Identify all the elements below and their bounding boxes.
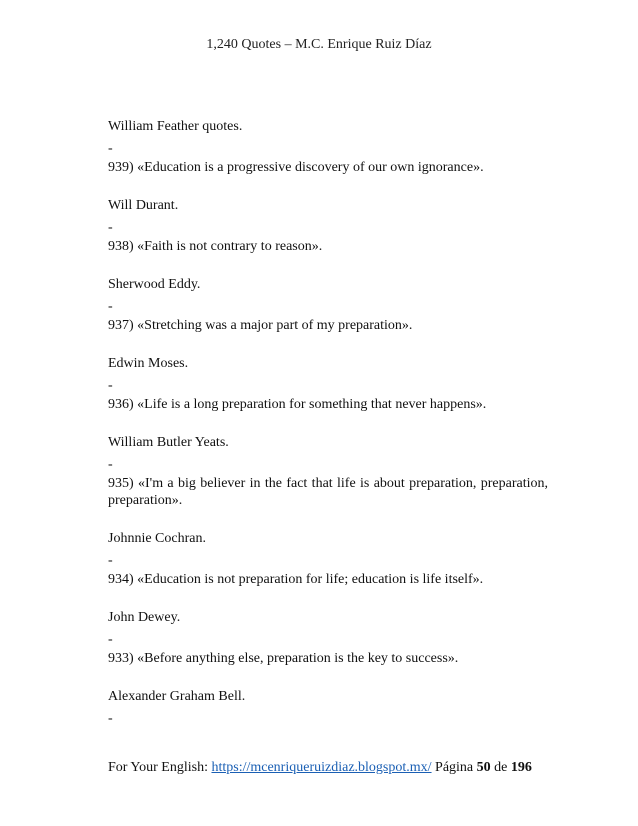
- quote-author: Alexander Graham Bell.: [108, 689, 246, 704]
- separator-dash: -: [108, 553, 113, 568]
- quote-text: 938) «Faith is not contrary to reason».: [108, 239, 323, 254]
- quote-entry: [108, 197, 548, 255]
- quote-entry: [108, 434, 548, 509]
- quote-entry: [108, 530, 548, 588]
- separator-dash: -: [108, 632, 113, 647]
- quote-text: 939) «Education is a progressive discovery of our own ignorance».: [108, 160, 484, 175]
- quote-author: William Feather quotes.: [108, 119, 243, 134]
- quotes-list: [108, 118, 548, 729]
- pagina-label: Página: [431, 760, 477, 775]
- page-header: 1,240 Quotes – M.C. Enrique Ruiz Díaz: [206, 37, 432, 52]
- quote-entry: [108, 118, 548, 176]
- quote-entry: [108, 688, 548, 729]
- separator-dash: -: [108, 299, 113, 314]
- quote-text: 933) «Before anything else, preparation is the key to success».: [108, 651, 459, 666]
- quote-entry: [108, 276, 548, 334]
- quote-author: Sherwood Eddy.: [108, 277, 201, 292]
- quote-author: William Butler Yeats.: [108, 435, 229, 450]
- quote-author: Will Durant.: [108, 198, 179, 213]
- page-number: 50: [476, 760, 491, 775]
- total-pages: 196: [510, 760, 532, 775]
- quote-text: 936) «Life is a long preparation for something that never happens».: [108, 397, 487, 412]
- separator-dash: -: [108, 457, 113, 472]
- quote-text: 937) «Stretching was a major part of my preparation».: [108, 318, 413, 333]
- separator-dash: -: [108, 711, 113, 726]
- de-label: de: [490, 760, 511, 775]
- blog-link[interactable]: https://mcenriqueruizdiaz.blogspot.mx/: [211, 760, 432, 775]
- separator-dash: -: [108, 378, 113, 393]
- quote-entry: [108, 609, 548, 667]
- quote-author: Johnnie Cochran.: [108, 531, 206, 546]
- separator-dash: -: [108, 220, 113, 235]
- footer-prefix: For Your English:: [108, 760, 212, 775]
- quote-author: John Dewey.: [108, 610, 181, 625]
- page-footer: [108, 760, 578, 776]
- quote-text: 935) «I'm a big believer in the fact that life is about preparation, preparation, preparation».: [108, 476, 548, 508]
- quote-author: Edwin Moses.: [108, 356, 189, 371]
- quote-entry: [108, 355, 548, 413]
- quote-text: 934) «Education is not preparation for life; education is life itself».: [108, 572, 484, 587]
- separator-dash: -: [108, 141, 113, 156]
